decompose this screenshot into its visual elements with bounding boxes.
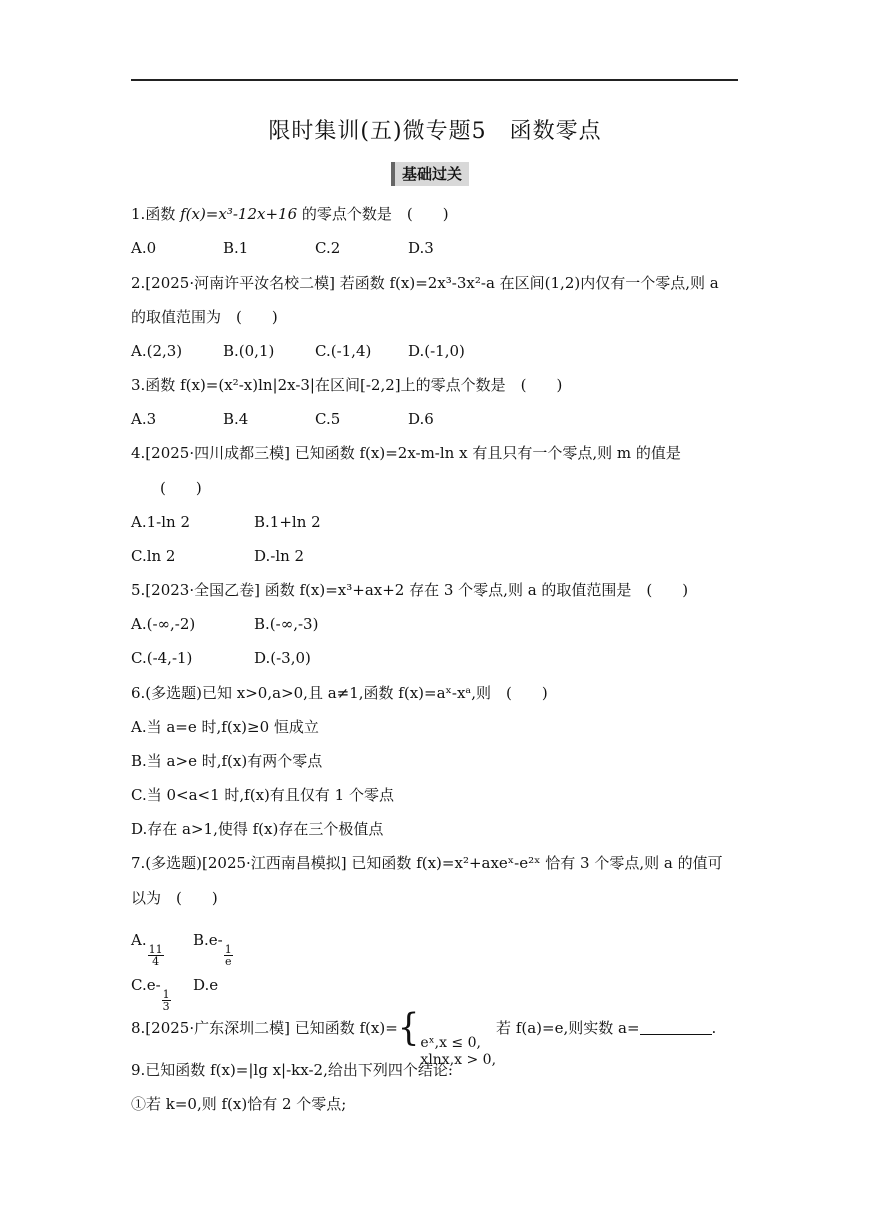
fraction-denominator: 3 <box>162 1000 170 1013</box>
q2-line-2: 的取值范围为 ( ) <box>131 308 278 326</box>
fraction-numerator: 1 <box>162 988 170 1001</box>
q1-function: f(x)=x³-12x+16 <box>180 205 298 223</box>
q7-option-a-label: A. <box>131 931 147 949</box>
q6-option-d: D.存在 a>1,使得 f(x)存在三个极值点 <box>131 820 384 838</box>
q9-line-1: 9.已知函数 f(x)=|lg x|-kx-2,给出下列四个结论: <box>131 1061 453 1079</box>
q5-option-a: A.(-∞,-2) <box>131 615 196 633</box>
q7-option-b <box>193 930 234 967</box>
q7-line-1: 7.(多选题)[2025·江西南昌模拟] 已知函数 f(x)=x²+axeˣ-e²ˣ 恰有 3 个零点,则 a 的值可 <box>131 854 723 872</box>
q1-text-pre: 函数 <box>145 205 181 223</box>
q7-option-b-label: B.e- <box>193 931 223 949</box>
fraction-denominator: 4 <box>152 955 160 968</box>
q2-option-c: C.(-1,4) <box>315 342 372 360</box>
q4-line-2: ( ) <box>160 479 202 497</box>
q8-case-2: xlnx,x > 0, <box>420 1052 497 1068</box>
q5-line-1: 5.[2023·全国乙卷] 函数 f(x)=x³+ax+2 存在 3 个零点,则 a 的取值范围是 ( ) <box>131 581 689 599</box>
q6-option-c: C.当 0<a<1 时,f(x)有且仅有 1 个零点 <box>131 786 394 804</box>
q5-option-b: B.(-∞,-3) <box>254 615 319 633</box>
q7-option-c-label: C.e- <box>131 976 161 994</box>
question-1 <box>131 204 449 224</box>
q8-case-1: eˣ,x ≤ 0, <box>420 1035 481 1051</box>
q7-option-b-fraction <box>224 944 233 967</box>
q3-option-a: A.3 <box>131 410 157 428</box>
q3-option-d: D.6 <box>408 410 434 428</box>
q7-option-c <box>131 975 172 1012</box>
q2-line-1: 2.[2025·河南许平汝名校二模] 若函数 f(x)=2x³-3x²-a 在区间(1,2)内仅有一个零点,则 a <box>131 274 719 292</box>
q4-option-a: A.1-ln 2 <box>131 513 190 531</box>
q6-option-b: B.当 a>e 时,f(x)有两个零点 <box>131 752 323 770</box>
q7-option-a <box>131 930 165 967</box>
section-badge: 基础过关 <box>391 162 469 186</box>
answer-blank[interactable] <box>640 1020 712 1035</box>
q2-option-d: D.(-1,0) <box>408 342 465 360</box>
q3-line-1: 3.函数 f(x)=(x²-x)ln|2x-3|在区间[-2,2]上的零点个数是 ( ) <box>131 376 563 394</box>
q2-option-a: A.(2,3) <box>131 342 183 360</box>
q1-number: 1. <box>131 205 146 223</box>
q3-option-b: B.4 <box>223 410 249 428</box>
page-title: 限时集训(五)微专题5 函数零点 <box>268 119 602 144</box>
q8-text-pre: 8.[2025·广东深圳二模] 已知函数 f(x)= <box>131 1019 398 1037</box>
q8-text-end: . <box>711 1019 717 1037</box>
q4-line-1: 4.[2025·四川成都三模] 已知函数 f(x)=2x-m-ln x 有且只有一个零点,则 m 的值是 <box>131 444 681 462</box>
q9-line-2: ①若 k=0,则 f(x)恰有 2 个零点; <box>131 1095 347 1113</box>
q1-option-d: D.3 <box>408 239 434 257</box>
q4-option-b: B.1+ln 2 <box>254 513 321 531</box>
header-rule <box>131 79 738 81</box>
q1-option-a: A.0 <box>131 239 157 257</box>
q5-option-d: D.(-3,0) <box>254 649 311 667</box>
fraction-numerator: 1 <box>224 943 232 956</box>
q4-option-d: D.-ln 2 <box>254 547 305 565</box>
q3-option-c: C.5 <box>315 410 341 428</box>
fraction-denominator: e <box>224 955 232 968</box>
q4-option-c: C.ln 2 <box>131 547 176 565</box>
q7-option-c-fraction <box>162 989 171 1012</box>
q1-option-c: C.2 <box>315 239 341 257</box>
q6-option-a: A.当 a=e 时,f(x)≥0 恒成立 <box>131 718 319 736</box>
q7-line-2: 以为 ( ) <box>131 889 218 907</box>
q6-line-1: 6.(多选题)已知 x>0,a>0,且 a≠1,函数 f(x)=aˣ-xᵃ,则 ( ) <box>131 684 548 702</box>
q7-option-a-fraction <box>148 944 164 967</box>
q1-option-b: B.1 <box>223 239 249 257</box>
fraction-numerator: 11 <box>148 943 163 956</box>
q8-text-post: 若 f(a)=e,则实数 a= <box>496 1019 640 1037</box>
q7-option-d: D.e <box>193 976 219 994</box>
q1-text-post: 的零点个数是 ( ) <box>297 205 449 223</box>
left-brace-icon: { <box>397 1006 420 1050</box>
q2-option-b: B.(0,1) <box>223 342 275 360</box>
q5-option-c: C.(-4,-1) <box>131 649 193 667</box>
